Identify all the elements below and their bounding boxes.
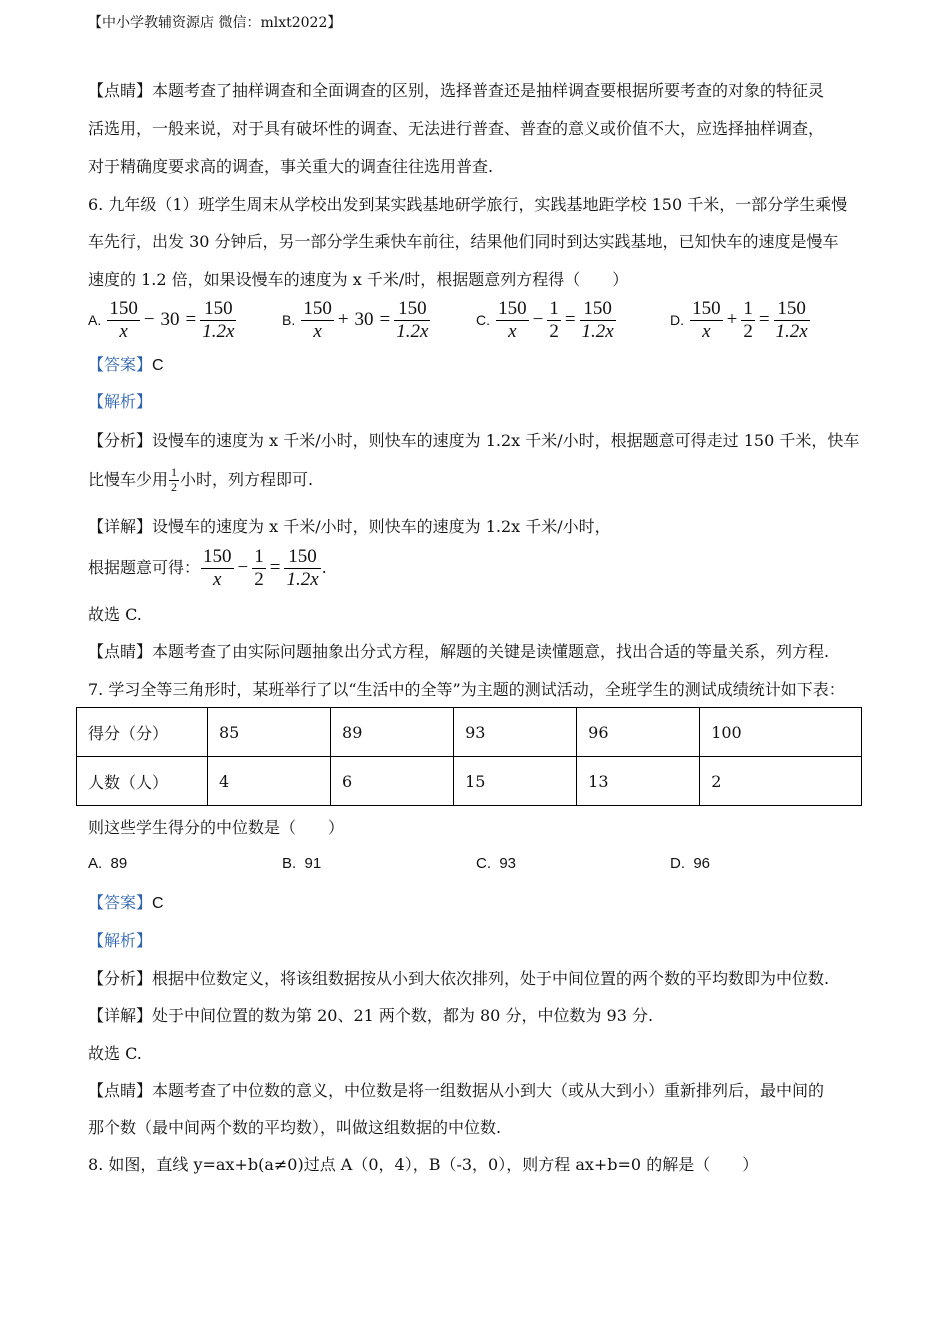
table-row — [77, 708, 862, 757]
table-cell: 100 — [700, 708, 862, 757]
fraction: $\frac{150}{1.2x}$ — [775, 298, 808, 342]
fraction: $\frac{1}{2}$ — [549, 298, 559, 342]
table-cell: 15 — [454, 757, 577, 806]
q6-option-a: A. $\frac{150}{x}$ − 30 = $\frac{150}{1.2x}$ — [88, 298, 235, 342]
option-label: A. — [88, 311, 102, 328]
q6-option-c: C. $\frac{150}{x}$ − $\frac{1}{2}$ = $\frac{150}{1.2x}$ — [476, 298, 614, 342]
q7-stem: 7. 学习全等三角形时，某班举行了以“生活中的全等”为主题的测试活动，全班学生的测试成绩统计如下表： — [88, 680, 845, 699]
q6-answer — [88, 354, 164, 377]
q6-guxuan: 故选 C. — [88, 605, 142, 624]
option-label: D. — [670, 311, 684, 328]
q5-dianjing-text: 本题考查了抽样调查和全面调查的区别，选择普查还是抽样调查要根据所要考查的对象的特征灵 — [152, 81, 825, 100]
q7-answer: 【答案】C — [88, 893, 164, 912]
q6-xiangjie-line1: 【详解】设慢车的速度为 x 千米/小时，则快车的速度为 1.2x 千米/小时， — [88, 517, 611, 536]
dianjing-tag: 【点睛】 — [88, 81, 153, 100]
option-label: C. — [476, 311, 490, 328]
option-label: B. — [282, 311, 296, 328]
q7-xiangjie: 【详解】处于中间位置的数为第 20、21 两个数，都为 80 分，中位数为 93 分. — [88, 1006, 654, 1025]
header-watermark: 【中小学教辅资源店 微信：mlxt2022】 — [88, 15, 342, 31]
q6-option-b: B. $\frac{150}{x}$ + 30 = $\frac{150}{1.2x}$ — [282, 298, 429, 342]
q5-dianjing-line3: 对于精确度要求高的调查，事关重大的调查往往选用普查. — [88, 157, 494, 176]
answer-value: C — [152, 357, 164, 374]
q7-fenxi: 【分析】根据中位数定义，将该组数据按从小到大依次排列，处于中间位置的两个数的平均数即为中位数. — [88, 969, 830, 988]
fraction: $\frac{150}{x}$ — [498, 298, 527, 342]
q6-stem-line1: 6. 九年级（1）班学生周末从学校出发到某实践基地研学旅行，实践基地距学校 150 千米，一部分学生乘慢 — [88, 195, 848, 214]
q5-dianjing-line2: 活选用，一般来说，对于具有破坏性的调查、无法进行普查、普查的意义或价值不大，应选择抽样调查， — [88, 119, 825, 138]
q6-fenxi-line2: 比慢车少用 $\frac{1}{2}$ 小时，列方程即可. — [88, 465, 314, 494]
row-header: 人数（人） — [77, 757, 208, 806]
table-cell: 93 — [454, 708, 577, 757]
q7-jiexi-tag: 【解析】 — [88, 931, 153, 950]
q7-question: 则这些学生得分的中位数是（ ） — [88, 818, 345, 837]
q7-choice-d: D. 96 — [670, 855, 711, 872]
fraction: $\frac{150}{x}$ — [109, 298, 138, 342]
q6-jiexi-tag: 【解析】 — [88, 392, 153, 411]
table-row — [77, 757, 862, 806]
fraction: $\frac{150}{1.2x}$ — [286, 546, 319, 590]
table-cell: 2 — [700, 757, 862, 806]
table-cell: 4 — [208, 757, 331, 806]
table-cell: 96 — [577, 708, 700, 757]
table-cell: 13 — [577, 757, 700, 806]
q5-dianjing-line1 — [88, 80, 824, 102]
q8-stem: 8. 如图，直线 y=ax+b(a≠0)过点 A（0，4），B（-3，0），则方程 ax+b=0 的解是（ ） — [88, 1155, 759, 1174]
q6-dianjing: 【点睛】本题考查了由实际问题抽象出分式方程，解题的关键是读懂题意，找出合适的等量关系，列方程. — [88, 642, 830, 661]
fraction: $\frac{1}{2}$ — [743, 298, 753, 342]
score-table — [76, 707, 862, 806]
fraction: $\frac{150}{1.2x}$ — [581, 298, 614, 342]
q7-guxuan: 故选 C. — [88, 1044, 142, 1063]
q6-stem-line2: 车先行，出发 30 分钟后，另一部分学生乘快车前往，结果他们同时到达实践基地，已知快车的速度是慢车 — [88, 232, 839, 251]
q7-dianjing-line1: 【点睛】本题考查了中位数的意义，中位数是将一组数据从小到大（或从大到小）重新排列后，最中间的 — [88, 1081, 825, 1100]
q6-option-d: D. $\frac{150}{x}$ + $\frac{1}{2}$ = $\frac{150}{1.2x}$ — [670, 298, 808, 342]
fraction: $\frac{1}{2}$ — [171, 465, 178, 494]
q6-fenxi-line1: 【分析】设慢车的速度为 x 千米/小时，则快车的速度为 1.2x 千米/小时，根据题意可得走过 150 千米，快车 — [88, 431, 860, 450]
q7-choice-c: C. 93 — [476, 855, 517, 872]
fraction: $\frac{1}{2}$ — [254, 546, 264, 590]
row-header: 得分（分） — [77, 708, 208, 757]
q7-choice-b: B. 91 — [282, 855, 322, 872]
fraction: $\frac{150}{1.2x}$ — [202, 298, 235, 342]
fraction: $\frac{150}{1.2x}$ — [396, 298, 429, 342]
fraction: $\frac{150}{x}$ — [692, 298, 721, 342]
answer-tag: 【答案】 — [88, 355, 153, 374]
q6-xiangjie-equation: 根据题意可得： $\frac{150}{x}$ − $\frac{1}{2}$ = $\frac{150}{1.2x}$ . — [88, 546, 327, 590]
q7-dianjing-line2: 那个数（最中间两个数的平均数），叫做这组数据的中位数. — [88, 1118, 502, 1137]
table-cell: 6 — [331, 757, 454, 806]
q6-stem-line3: 速度的 1.2 倍，如果设慢车的速度为 x 千米/时，根据题意列方程得（ ） — [88, 270, 629, 289]
q7-choice-a: A. 89 — [88, 855, 128, 872]
table-cell: 89 — [331, 708, 454, 757]
fraction: $\frac{150}{x}$ — [203, 546, 232, 590]
table-cell: 85 — [208, 708, 331, 757]
fraction: $\frac{150}{x}$ — [303, 298, 332, 342]
